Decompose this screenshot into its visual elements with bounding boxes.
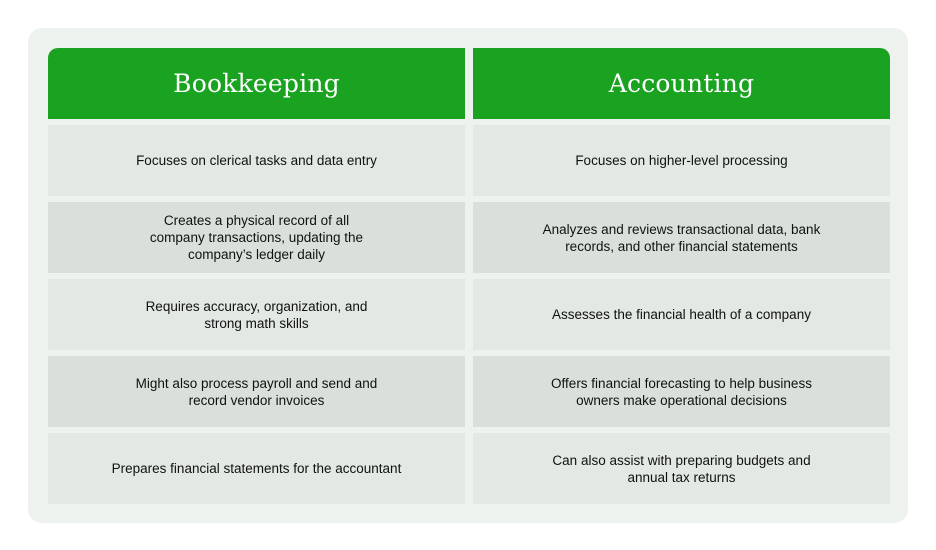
row-2-bookkeeping-text: Creates a physical record of all company transactions, updating the company’s ledger daily xyxy=(149,213,364,262)
comparison-card xyxy=(28,28,908,523)
row-4-accounting xyxy=(473,356,890,427)
row-1-accounting-text: Focuses on higher-level processing xyxy=(575,153,788,168)
row-3-accounting xyxy=(473,279,890,350)
row-5-bookkeeping xyxy=(48,433,465,504)
row-4-bookkeeping xyxy=(48,356,465,427)
comparison-table xyxy=(48,48,890,504)
row-4-accounting-text: Offers financial forecasting to help business owners make operational decisions xyxy=(551,375,812,408)
row-1-accounting xyxy=(473,125,890,196)
row-2-accounting-text: Analyzes and reviews transactional data, bank records, and other financial statements xyxy=(542,221,821,254)
row-5-bookkeeping-text: Prepares financial statements for the accountant xyxy=(111,461,402,476)
row-4-bookkeeping-text: Might also process payroll and send and record vendor invoices xyxy=(135,375,378,408)
row-3-bookkeeping xyxy=(48,279,465,350)
header-accounting: Accounting xyxy=(473,48,890,119)
row-3-accounting-text: Assesses the financial health of a company xyxy=(552,307,811,322)
row-2-accounting xyxy=(473,202,890,273)
row-3-bookkeeping-text: Requires accuracy, organization, and strong math skills xyxy=(145,298,368,331)
header-bookkeeping: Bookkeeping xyxy=(48,48,465,119)
row-5-accounting xyxy=(473,433,890,504)
row-1-bookkeeping-text: Focuses on clerical tasks and data entry xyxy=(136,153,377,168)
row-5-accounting-text: Can also assist with preparing budgets and annual tax returns xyxy=(552,452,811,485)
row-2-bookkeeping xyxy=(48,202,465,273)
row-1-bookkeeping xyxy=(48,125,465,196)
